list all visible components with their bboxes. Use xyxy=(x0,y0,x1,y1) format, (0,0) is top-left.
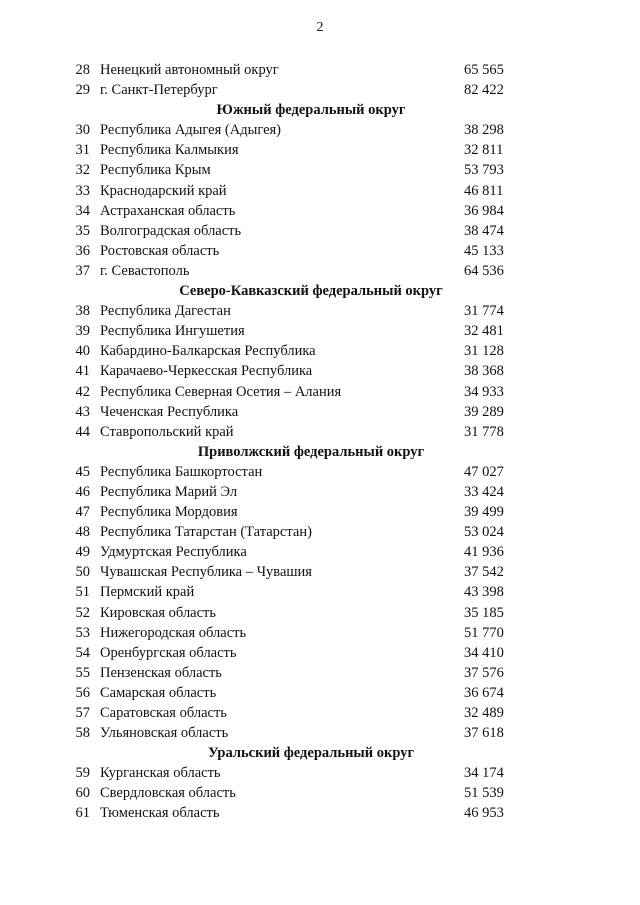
row-number: 44 xyxy=(75,423,90,440)
region-value: 39 289 xyxy=(464,403,504,420)
row-number: 34 xyxy=(75,202,90,219)
table-row xyxy=(66,261,526,281)
region-value: 33 424 xyxy=(464,483,504,500)
row-number: 50 xyxy=(75,564,90,581)
row-number: 52 xyxy=(75,604,90,621)
region-name: Республика Марий Эл xyxy=(100,483,238,500)
region-value: 43 398 xyxy=(464,584,504,601)
region-name: Кировская область xyxy=(100,604,217,621)
table-row xyxy=(66,582,526,602)
table-row xyxy=(66,663,526,683)
section-heading: Уральский федеральный округ xyxy=(207,745,415,762)
region-name: Краснодарский край xyxy=(100,182,227,199)
region-name: Волгоградская область xyxy=(100,222,242,239)
row-number: 48 xyxy=(75,524,90,541)
region-value: 45 133 xyxy=(464,242,504,259)
region-value: 53 024 xyxy=(464,524,504,541)
region-value: 51 770 xyxy=(464,624,504,641)
row-number: 55 xyxy=(75,664,90,681)
region-name: Республика Адыгея (Адыгея) xyxy=(100,122,282,139)
region-value: 65 565 xyxy=(464,62,504,78)
region-value: 34 410 xyxy=(464,644,504,661)
region-name: Свердловская область xyxy=(100,785,236,802)
region-name: Самарская область xyxy=(100,684,217,701)
region-name: Ненецкий автономный округ xyxy=(100,62,279,78)
table-row xyxy=(66,140,526,160)
region-name: Астраханская область xyxy=(100,202,236,219)
table-row xyxy=(66,562,526,582)
region-value: 36 674 xyxy=(464,684,504,701)
region-name: Республика Ингушетия xyxy=(100,323,245,340)
row-number: 49 xyxy=(75,544,90,561)
table-row xyxy=(66,803,526,823)
table-row xyxy=(66,462,526,482)
row-number: 35 xyxy=(75,222,90,239)
table-row xyxy=(66,783,526,803)
region-name: г. Санкт-Петербург xyxy=(100,82,218,99)
row-number: 56 xyxy=(75,684,90,701)
table-row xyxy=(66,341,526,361)
row-number: 45 xyxy=(75,463,90,480)
row-number: 60 xyxy=(75,785,90,802)
row-number: 30 xyxy=(75,122,90,139)
region-value: 39 499 xyxy=(464,504,504,521)
section-heading: Южный федеральный округ xyxy=(216,102,406,119)
row-number: 36 xyxy=(75,242,90,259)
region-name: Чеченская Республика xyxy=(100,403,239,420)
region-value: 32 481 xyxy=(464,323,504,340)
region-name: Карачаево-Черкесская Республика xyxy=(100,363,313,380)
region-value: 37 542 xyxy=(464,564,504,581)
region-value: 51 539 xyxy=(464,785,504,802)
row-number: 31 xyxy=(75,142,90,159)
region-name: Ставропольский край xyxy=(100,423,234,440)
row-number: 61 xyxy=(75,805,90,822)
row-number: 32 xyxy=(75,162,90,179)
row-number: 59 xyxy=(75,765,90,782)
region-value: 46 811 xyxy=(464,182,504,199)
table-row xyxy=(66,120,526,140)
region-name: Республика Крым xyxy=(100,162,211,179)
table-row xyxy=(66,201,526,221)
region-name: Оренбургская область xyxy=(100,644,237,661)
region-name: Республика Дагестан xyxy=(100,303,231,320)
table-row xyxy=(66,502,526,522)
region-name: Кабардино-Балкарская Республика xyxy=(100,343,316,360)
region-value: 38 368 xyxy=(464,363,504,380)
section-heading: Приволжский федеральный округ xyxy=(197,443,425,460)
region-value: 82 422 xyxy=(464,82,504,99)
region-value: 32 489 xyxy=(464,705,504,721)
table-row xyxy=(66,703,526,723)
table-row xyxy=(66,361,526,381)
row-number: 29 xyxy=(75,82,90,99)
table-row xyxy=(66,763,526,783)
region-name: Удмуртская Республика xyxy=(100,544,247,561)
table-row xyxy=(66,723,526,743)
row-number: 42 xyxy=(75,383,90,400)
table-row xyxy=(66,301,526,321)
region-name: Нижегородская область xyxy=(100,624,247,641)
region-value: 38 298 xyxy=(464,122,504,139)
table-row xyxy=(66,382,526,402)
region-name: Республика Мордовия xyxy=(100,504,238,521)
region-value: 37 618 xyxy=(464,725,504,742)
region-value: 37 576 xyxy=(464,664,504,681)
table-row xyxy=(66,321,526,341)
region-name: Тюменская область xyxy=(100,805,220,822)
region-name: Республика Татарстан (Татарстан) xyxy=(100,524,312,541)
table-row xyxy=(66,603,526,623)
row-number: 38 xyxy=(75,303,90,320)
region-value: 36 984 xyxy=(464,202,504,219)
region-name: г. Севастополь xyxy=(100,262,190,279)
region-value: 32 811 xyxy=(464,142,504,159)
region-value: 46 953 xyxy=(464,805,504,822)
table-row xyxy=(66,482,526,502)
table-row xyxy=(66,422,526,442)
row-number: 46 xyxy=(75,483,90,500)
region-name: Ульяновская область xyxy=(100,725,229,742)
table-row xyxy=(66,80,526,100)
table-row xyxy=(66,623,526,643)
table-row xyxy=(66,181,526,201)
region-value: 53 793 xyxy=(464,162,504,179)
region-value: 34 933 xyxy=(464,383,504,400)
region-name: Республика Северная Осетия – Алания xyxy=(100,383,342,400)
region-name: Пензенская область xyxy=(100,664,222,681)
table-row xyxy=(66,402,526,422)
region-value: 31 128 xyxy=(464,343,504,360)
region-value: 31 774 xyxy=(464,303,504,320)
region-table xyxy=(66,60,526,824)
region-value: 38 474 xyxy=(464,222,504,239)
row-number: 28 xyxy=(75,62,90,78)
row-number: 53 xyxy=(75,624,90,641)
table-row xyxy=(66,241,526,261)
table-row xyxy=(66,160,526,180)
row-number: 43 xyxy=(75,403,90,420)
region-name: Чувашская Республика – Чувашия xyxy=(100,564,312,581)
region-name: Республика Калмыкия xyxy=(100,142,239,159)
row-number: 33 xyxy=(75,182,90,199)
region-name: Ростовская область xyxy=(100,242,220,259)
table-row xyxy=(66,60,526,80)
table-row xyxy=(66,221,526,241)
region-value: 31 778 xyxy=(464,423,504,440)
row-number: 41 xyxy=(75,363,90,380)
region-name: Пермский край xyxy=(100,584,195,601)
region-name: Республика Башкортостан xyxy=(100,463,263,480)
row-number: 51 xyxy=(75,584,90,601)
section-heading: Северо-Кавказский федеральный округ xyxy=(179,283,443,300)
row-number: 58 xyxy=(75,725,90,742)
table-row xyxy=(66,643,526,663)
row-number: 57 xyxy=(75,705,90,721)
region-value: 35 185 xyxy=(464,604,504,621)
row-number: 39 xyxy=(75,323,90,340)
table-row xyxy=(66,542,526,562)
table-row xyxy=(66,683,526,703)
row-number: 47 xyxy=(75,504,90,521)
table-row xyxy=(66,522,526,542)
row-number: 37 xyxy=(75,262,90,279)
region-value: 34 174 xyxy=(464,765,504,782)
row-number: 54 xyxy=(75,644,90,661)
region-value: 47 027 xyxy=(464,463,504,480)
region-value: 64 536 xyxy=(464,262,504,279)
region-value: 41 936 xyxy=(464,544,504,561)
page-number: 2 xyxy=(316,20,324,35)
row-number: 40 xyxy=(75,343,90,360)
region-name: Саратовская область xyxy=(100,705,227,721)
region-name: Курганская область xyxy=(100,765,221,782)
